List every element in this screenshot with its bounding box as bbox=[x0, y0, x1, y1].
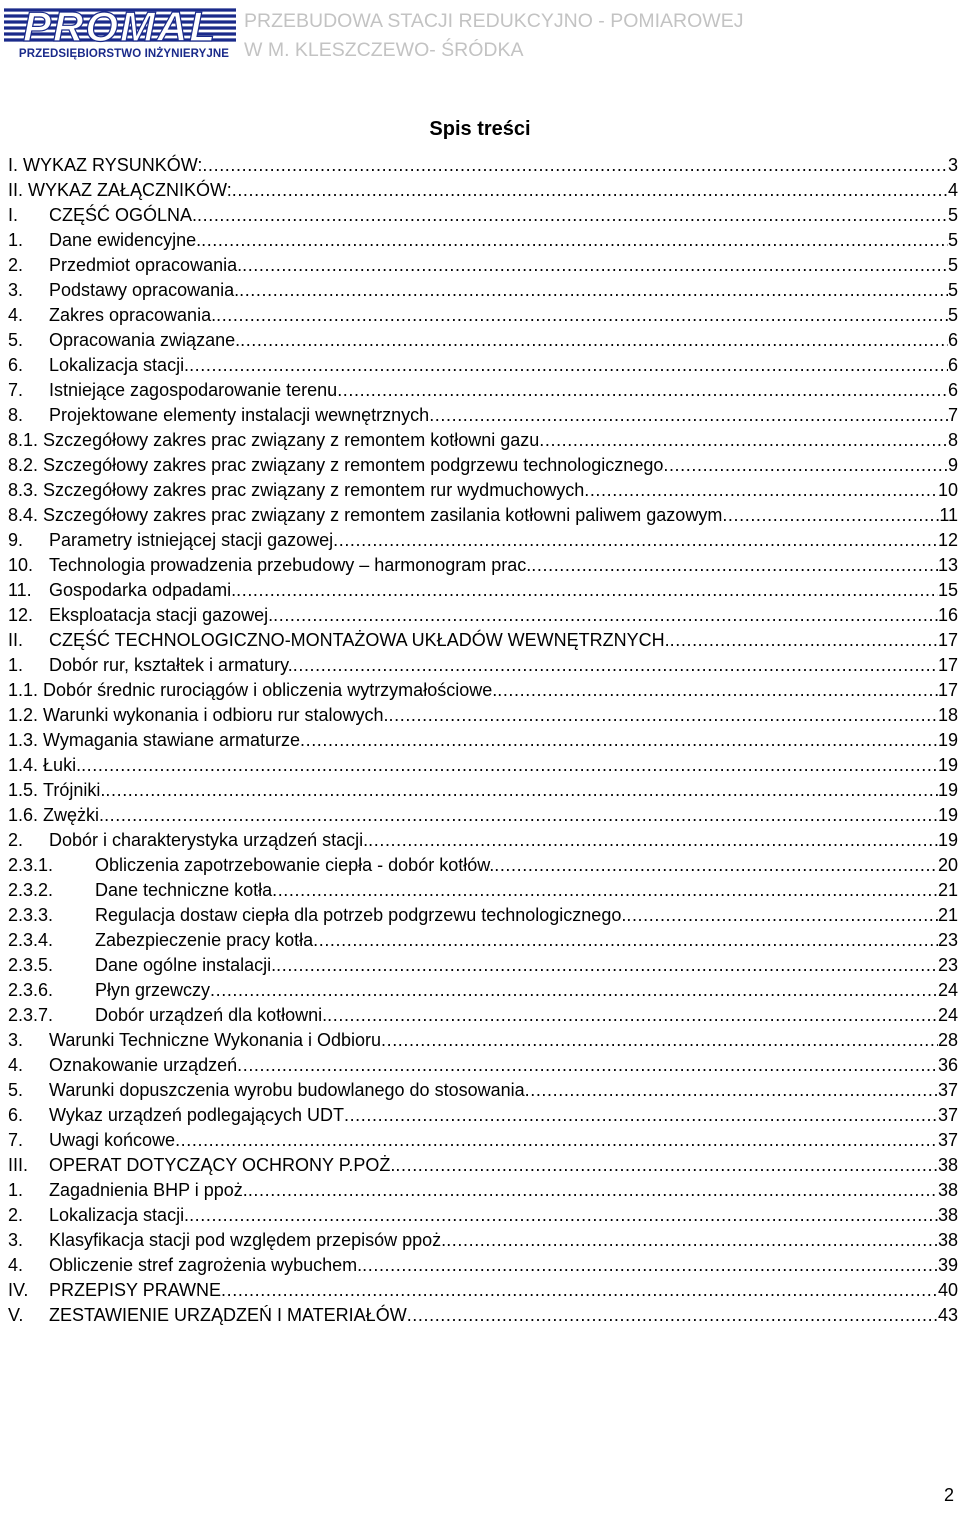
toc-entry-number: 2.3.6. bbox=[8, 980, 54, 1000]
toc-entry-leader bbox=[327, 1003, 938, 1028]
toc-entry[interactable] bbox=[8, 1003, 958, 1028]
toc-entry-number: 1.2. bbox=[8, 705, 39, 725]
toc-entry[interactable] bbox=[8, 1178, 958, 1203]
toc-entry-leader bbox=[248, 1178, 938, 1203]
toc-entry-page: 37 bbox=[937, 1105, 958, 1125]
toc-entry[interactable] bbox=[8, 978, 958, 1003]
toc-entry-title: Wykaz urządzeń podlegających UDT bbox=[49, 1105, 344, 1125]
toc-entry-leader bbox=[333, 528, 938, 553]
toc-entry-page: 4 bbox=[947, 180, 958, 200]
toc-entry[interactable] bbox=[8, 728, 958, 753]
toc-entry-leader bbox=[722, 503, 939, 528]
toc-entry-leader bbox=[104, 803, 938, 828]
toc-entry-leader bbox=[446, 1228, 938, 1253]
toc-entry-number: 1.6. bbox=[8, 805, 39, 825]
toc-entry-title: Parametry istniejącej stacji gazowej bbox=[49, 530, 334, 550]
toc-entry-number: 8. bbox=[8, 405, 24, 425]
toc-entry-page: 21 bbox=[937, 905, 958, 925]
toc-entry-leader bbox=[240, 328, 948, 353]
toc-entry-title: Płyn grzewczy bbox=[95, 980, 211, 1000]
toc-entry-leader bbox=[494, 853, 938, 878]
toc-entry-page: 38 bbox=[937, 1180, 958, 1200]
toc-entry-number: 12. bbox=[8, 605, 34, 625]
toc-entry-page: 11 bbox=[939, 505, 958, 525]
toc-entry-number: 8.3. bbox=[8, 480, 39, 500]
toc-entry-leader bbox=[497, 678, 938, 703]
toc-entry-page: 23 bbox=[937, 930, 958, 950]
toc-entry-number: 1. bbox=[8, 655, 24, 675]
toc-entry-title: Szczegółowy zakres prac związany z remontem kotłowni gazu bbox=[43, 430, 540, 450]
toc-entry[interactable] bbox=[8, 703, 958, 728]
toc-entry-title: Dobór urządzeń dla kotłowni. bbox=[95, 1005, 328, 1025]
toc-entry-leader bbox=[175, 1128, 938, 1153]
toc-entry-title: Oznakowanie urządzeń bbox=[49, 1055, 238, 1075]
toc-entry[interactable] bbox=[8, 1278, 958, 1303]
toc-entry-leader bbox=[539, 428, 948, 453]
toc-entry-page: 16 bbox=[937, 605, 958, 625]
toc-entry[interactable] bbox=[8, 1078, 958, 1103]
toc-entry-leader bbox=[197, 203, 948, 228]
toc-entry-leader bbox=[337, 378, 948, 403]
toc-entry-page: 8 bbox=[947, 430, 958, 450]
toc-entry-leader bbox=[300, 728, 938, 753]
toc-entry-page: 24 bbox=[937, 980, 958, 1000]
toc-entry-leader bbox=[221, 1278, 938, 1303]
toc-heading: Spis treści bbox=[429, 118, 531, 140]
toc-entry-title: Obliczenia zapotrzebowanie ciepła - dobór kotłów. bbox=[95, 855, 495, 875]
toc-entry[interactable] bbox=[8, 578, 958, 603]
toc-entry-leader bbox=[389, 703, 938, 728]
toc-entry-title: Technologia prowadzenia przebudowy – harmonogram prac. bbox=[49, 555, 532, 575]
toc-entry-title: OPERAT DOTYCZĄCY OCHRONY P.POŻ. bbox=[49, 1155, 396, 1175]
toc-entry-leader bbox=[531, 553, 938, 578]
toc-entry[interactable] bbox=[8, 928, 958, 953]
toc-entry-page: 19 bbox=[937, 830, 958, 850]
toc-entry-page: 37 bbox=[937, 1080, 958, 1100]
toc-entry[interactable] bbox=[8, 603, 958, 628]
toc-entry[interactable] bbox=[8, 1253, 958, 1278]
toc-entry-page: 7 bbox=[947, 405, 958, 425]
toc-entry-number: 2.3.5. bbox=[8, 955, 54, 975]
page-header bbox=[0, 0, 960, 70]
toc-entry-number: 7. bbox=[8, 1130, 24, 1150]
toc-entry-title: Dobór rur, kształtek i armatury. bbox=[49, 655, 293, 675]
toc-entry-page: 38 bbox=[937, 1230, 958, 1250]
toc-entry-leader bbox=[663, 453, 948, 478]
toc-entry-leader bbox=[368, 828, 938, 853]
toc-entry-title: Zwężki. bbox=[43, 805, 105, 825]
toc-entry-leader bbox=[276, 953, 938, 978]
toc-entry[interactable] bbox=[8, 1228, 958, 1253]
toc-entry-leader bbox=[293, 653, 938, 678]
toc-entry-title: Wymagania stawiane armaturze bbox=[43, 730, 300, 750]
toc-entry[interactable] bbox=[8, 328, 958, 353]
toc-entry[interactable] bbox=[8, 653, 958, 678]
toc-entry-page: 19 bbox=[937, 805, 958, 825]
toc-entry-number: I. bbox=[8, 205, 19, 225]
toc-entry-title: Szczegółowy zakres prac związany z remontem zasilania kotłowni paliwem gazowym bbox=[43, 505, 723, 525]
toc-entry-title: Warunki wykonania i odbioru rur stalowych. bbox=[43, 705, 389, 725]
toc-entry-number: 1. bbox=[8, 230, 24, 250]
toc-entry-leader bbox=[239, 278, 948, 303]
toc-entry-page: 21 bbox=[937, 880, 958, 900]
toc-entry-number: III. bbox=[8, 1155, 29, 1175]
toc-entry-page: 39 bbox=[937, 1255, 958, 1275]
toc-entry-number: 2. bbox=[8, 830, 24, 850]
document-title-line2: W M. KLESZCZEWO- ŚRÓDKA bbox=[244, 39, 524, 61]
toc-entry-title: ZESTAWIENIE URZĄDZEŃ I MATERIAŁÓW bbox=[49, 1305, 407, 1325]
toc-entry-title: Lokalizacja stacji. bbox=[49, 1205, 190, 1225]
toc-entry[interactable] bbox=[8, 403, 958, 428]
toc-entry-page: 6 bbox=[947, 355, 958, 375]
toc-entry-number: 2.3.1. bbox=[8, 855, 54, 875]
toc-entry-leader bbox=[395, 1153, 938, 1178]
toc-entry-leader bbox=[201, 228, 948, 253]
toc-entry-leader bbox=[232, 178, 948, 203]
toc-entry-leader bbox=[626, 903, 938, 928]
toc-entry-page: 9 bbox=[947, 455, 958, 475]
toc-entry-leader bbox=[105, 778, 938, 803]
toc-entry-leader bbox=[189, 353, 948, 378]
toc-entry-number: 1.5. bbox=[8, 780, 39, 800]
toc-entry-leader bbox=[525, 1078, 938, 1103]
toc-entry-page: 38 bbox=[937, 1205, 958, 1225]
toc-entry-leader bbox=[189, 1203, 938, 1228]
toc-entry-page: 43 bbox=[937, 1305, 958, 1325]
toc-entry-leader bbox=[237, 1053, 938, 1078]
toc-entry-title: Uwagi końcowe bbox=[49, 1130, 176, 1150]
toc-entry-page: 38 bbox=[937, 1155, 958, 1175]
toc-entry-number: I. bbox=[8, 155, 19, 175]
toc-entry-page: 15 bbox=[937, 580, 958, 600]
toc-entry-leader bbox=[210, 978, 938, 1003]
toc-entry-number: 8.2. bbox=[8, 455, 39, 475]
toc-entry-leader bbox=[407, 1303, 938, 1328]
toc-entry[interactable] bbox=[8, 353, 958, 378]
page-number: 2 bbox=[943, 1485, 954, 1505]
toc-entry-page: 24 bbox=[937, 1005, 958, 1025]
toc-entry-number: 9. bbox=[8, 530, 24, 550]
table-of-contents bbox=[8, 153, 958, 1328]
toc-entry-title: PRZEPISY PRAWNE bbox=[49, 1280, 222, 1300]
toc-entry-title: Dobór i charakterystyka urządzeń stacji. bbox=[49, 830, 369, 850]
toc-entry-number: 3. bbox=[8, 280, 24, 300]
toc-entry-number: 1.3. bbox=[8, 730, 39, 750]
toc-entry-page: 19 bbox=[937, 730, 958, 750]
toc-entry-title: Obliczenie stref zagrożenia wybuchem. bbox=[49, 1255, 363, 1275]
toc-entry-number: 8.1. bbox=[8, 430, 39, 450]
company-logo bbox=[4, 4, 236, 62]
toc-entry-leader bbox=[381, 1028, 938, 1053]
toc-entry-number: 2. bbox=[8, 255, 24, 275]
toc-entry-title: Projektowane elementy instalacji wewnętrznych bbox=[49, 405, 430, 425]
toc-entry[interactable] bbox=[8, 1128, 958, 1153]
toc-entry[interactable] bbox=[8, 1103, 958, 1128]
toc-entry-leader bbox=[202, 153, 948, 178]
toc-entry-page: 13 bbox=[937, 555, 958, 575]
toc-entry-number: 5. bbox=[8, 330, 24, 350]
toc-entry-page: 37 bbox=[937, 1130, 958, 1150]
toc-entry-page: 5 bbox=[947, 255, 958, 275]
toc-entry-leader bbox=[236, 578, 938, 603]
toc-entry-number: 6. bbox=[8, 1105, 24, 1125]
toc-entry[interactable] bbox=[8, 503, 958, 528]
logo-text: PROMAL bbox=[23, 4, 217, 46]
toc-entry-number: 5. bbox=[8, 1080, 24, 1100]
toc-entry[interactable] bbox=[8, 828, 958, 853]
toc-entry-title: Trójniki. bbox=[43, 780, 106, 800]
toc-entry-leader bbox=[670, 628, 938, 653]
toc-entry[interactable] bbox=[8, 203, 958, 228]
toc-entry-title: CZĘŚĆ OGÓLNA. bbox=[49, 205, 198, 225]
toc-entry-number: 11. bbox=[8, 580, 32, 600]
toc-entry-title: Dane ewidencyjne. bbox=[49, 230, 202, 250]
toc-entry-title: Dobór średnic rurociągów i obliczenia wytrzymałościowe. bbox=[43, 680, 498, 700]
toc-entry-title: Zagadnienia BHP i ppoż. bbox=[49, 1180, 248, 1200]
toc-entry-title: Istniejące zagospodarowanie terenu bbox=[49, 380, 338, 400]
toc-entry-title: WYKAZ ZAŁĄCZNIKÓW: bbox=[28, 180, 232, 200]
toc-entry[interactable] bbox=[8, 878, 958, 903]
toc-entry-number: IV. bbox=[8, 1280, 29, 1300]
toc-entry-leader bbox=[584, 478, 938, 503]
toc-entry-leader bbox=[313, 928, 938, 953]
toc-entry[interactable] bbox=[8, 1303, 958, 1328]
toc-entry-leader bbox=[272, 878, 938, 903]
toc-entry[interactable] bbox=[8, 553, 958, 578]
toc-entry-page: 17 bbox=[937, 680, 958, 700]
toc-entry-title: Opracowania związane. bbox=[49, 330, 241, 350]
logo-subtitle: PRZEDSIĘBIORSTWO INŻYNIERYJNE bbox=[18, 48, 230, 60]
toc-entry[interactable] bbox=[8, 1153, 958, 1178]
toc-entry-number: 2.3.7. bbox=[8, 1005, 54, 1025]
toc-entry-title: Warunki dopuszczenia wyrobu budowlanego do stosowania bbox=[49, 1080, 525, 1100]
toc-entry-page: 10 bbox=[937, 480, 958, 500]
toc-entry-number: 1.1. bbox=[8, 680, 39, 700]
toc-entry-page: 5 bbox=[947, 230, 958, 250]
toc-entry-number: 10. bbox=[8, 555, 34, 575]
toc-entry-page: 17 bbox=[937, 655, 958, 675]
toc-entry-number: II. bbox=[8, 630, 24, 650]
toc-entry-title: Zabezpieczenie pracy kotła bbox=[95, 930, 314, 950]
document-title-line1: PRZEBUDOWA STACJI REDUKCYJNO - POMIAROWEJ bbox=[244, 10, 744, 32]
toc-entry-title: CZĘŚĆ TECHNOLOGICZNO-MONTAŻOWA UKŁADÓW WEWNĘTRZNYCH. bbox=[49, 630, 670, 650]
toc-entry[interactable] bbox=[8, 428, 958, 453]
toc-entry[interactable] bbox=[8, 228, 958, 253]
toc-entry-leader bbox=[362, 1253, 938, 1278]
toc-entry[interactable] bbox=[8, 278, 958, 303]
toc-entry-page: 19 bbox=[937, 755, 958, 775]
document-title bbox=[244, 7, 743, 65]
toc-entry-leader bbox=[344, 1103, 938, 1128]
toc-entry-number: V. bbox=[8, 1305, 24, 1325]
toc-entry[interactable] bbox=[8, 1203, 958, 1228]
toc-entry[interactable] bbox=[8, 178, 958, 203]
toc-entry[interactable] bbox=[8, 1028, 958, 1053]
toc-entry-number: 2.3.3. bbox=[8, 905, 54, 925]
toc-entry[interactable] bbox=[8, 378, 958, 403]
toc-entry[interactable] bbox=[8, 753, 958, 778]
toc-entry-leader bbox=[81, 753, 938, 778]
toc-entry-leader bbox=[273, 603, 938, 628]
toc-entry-title: Lokalizacja stacji. bbox=[49, 355, 190, 375]
toc-entry-title: Łuki. bbox=[43, 755, 82, 775]
toc-entry[interactable] bbox=[8, 453, 958, 478]
toc-entry[interactable] bbox=[8, 778, 958, 803]
toc-entry-number: 2.3.4. bbox=[8, 930, 54, 950]
toc-entry[interactable] bbox=[8, 903, 958, 928]
toc-entry-title: Przedmiot opracowania. bbox=[49, 255, 243, 275]
toc-entry-page: 18 bbox=[937, 705, 958, 725]
toc-entry[interactable] bbox=[8, 528, 958, 553]
toc-entry[interactable] bbox=[8, 953, 958, 978]
toc-entry-title: Podstawy opracowania. bbox=[49, 280, 240, 300]
toc-entry-page: 20 bbox=[937, 855, 958, 875]
toc-entry-title: WYKAZ RYSUNKÓW: bbox=[23, 155, 203, 175]
toc-entry-page: 6 bbox=[947, 380, 958, 400]
toc-entry-leader bbox=[242, 253, 948, 278]
toc-entry[interactable] bbox=[8, 628, 958, 653]
toc-entry-title: Klasyfikacja stacji pod względem przepisów ppoż. bbox=[49, 1230, 447, 1250]
toc-entry[interactable] bbox=[8, 853, 958, 878]
toc-entry-number: 3. bbox=[8, 1230, 24, 1250]
toc-entry-page: 5 bbox=[947, 280, 958, 300]
toc-entry-page: 5 bbox=[947, 305, 958, 325]
toc-entry-page: 6 bbox=[947, 330, 958, 350]
toc-entry-number: 1. bbox=[8, 1180, 24, 1200]
toc-entry[interactable] bbox=[8, 678, 958, 703]
promal-logo-graphic bbox=[4, 4, 236, 46]
toc-entry-number: 4. bbox=[8, 1055, 24, 1075]
toc-entry[interactable] bbox=[8, 253, 958, 278]
toc-entry-title: Szczegółowy zakres prac związany z remontem rur wydmuchowych bbox=[43, 480, 585, 500]
toc-entry-leader bbox=[216, 303, 948, 328]
toc-entry-title: Eksploatacja stacji gazowej. bbox=[49, 605, 274, 625]
toc-entry-number: 6. bbox=[8, 355, 24, 375]
toc-entry-page: 12 bbox=[937, 530, 958, 550]
toc-entry-title: Dane techniczne kotła bbox=[95, 880, 273, 900]
toc-entry[interactable] bbox=[8, 303, 958, 328]
toc-entry-page: 19 bbox=[937, 780, 958, 800]
toc-entry-title: Zakres opracowania. bbox=[49, 305, 217, 325]
toc-entry-page: 5 bbox=[947, 205, 958, 225]
toc-entry-number: 4. bbox=[8, 305, 24, 325]
toc-entry[interactable] bbox=[8, 1053, 958, 1078]
toc-entry-page: 17 bbox=[937, 630, 958, 650]
toc-entry-title: Szczegółowy zakres prac związany z remontem podgrzewu technologicznego bbox=[43, 455, 664, 475]
toc-entry-number: 1.4. bbox=[8, 755, 39, 775]
toc-entry-number: 7. bbox=[8, 380, 24, 400]
toc-entry-page: 3 bbox=[947, 155, 958, 175]
toc-entry-title: Regulacja dostaw ciepła dla potrzeb podgrzewu technologicznego. bbox=[95, 905, 627, 925]
toc-entry[interactable] bbox=[8, 803, 958, 828]
toc-entry-number: II. bbox=[8, 180, 24, 200]
toc-entry[interactable] bbox=[8, 153, 958, 178]
toc-entry-title: Gospodarka odpadami. bbox=[49, 580, 237, 600]
toc-entry-title: Warunki Techniczne Wykonania i Odbioru bbox=[49, 1030, 381, 1050]
toc-entry-number: 4. bbox=[8, 1255, 24, 1275]
toc-entry-leader bbox=[429, 403, 948, 428]
toc-entry-number: 2.3.2. bbox=[8, 880, 54, 900]
toc-entry-page: 23 bbox=[937, 955, 958, 975]
toc-entry-page: 36 bbox=[937, 1055, 958, 1075]
toc-entry-number: 3. bbox=[8, 1030, 24, 1050]
toc-entry-number: 8.4. bbox=[8, 505, 39, 525]
toc-entry-number: 2. bbox=[8, 1205, 24, 1225]
toc-entry-page: 40 bbox=[937, 1280, 958, 1300]
toc-entry-title: Dane ogólne instalacji. bbox=[95, 955, 277, 975]
toc-entry[interactable] bbox=[8, 478, 958, 503]
toc-entry-page: 28 bbox=[937, 1030, 958, 1050]
